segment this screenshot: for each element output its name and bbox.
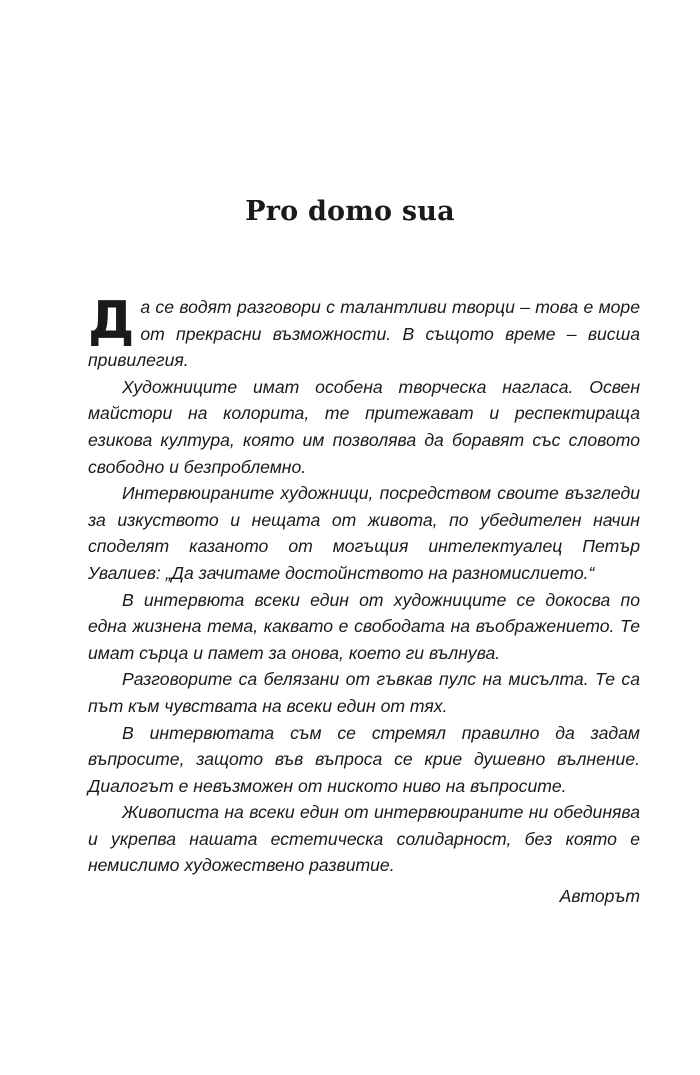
- drop-cap: Д: [88, 291, 135, 351]
- paragraph-4: В интервюта всеки един от художниците се докосва по една жизнена тема, каквато е свободата на въображението. Те имат сърца и памет за онова, което ги вълнува.: [88, 589, 640, 663]
- page-title: Pro domo sua: [245, 196, 455, 227]
- body-text: [88, 291, 640, 910]
- author-signature: Авторът: [559, 886, 640, 907]
- paragraph-3: Интервюираните художници, посредством своите възгледи за изкуството и нещата от живота, по убедителен начин споделят казаното от могъщия интелектуалец Петър Увалиев: „Да зачитаме достойнството на разномислието.“: [88, 483, 640, 583]
- paragraph-2: Художниците имат особена творческа нагласа. Освен майстори на колорита, те притежават и респектираща езикова култура, която им позволява да боравят със словото свободно и безпроблемно.: [88, 376, 640, 477]
- paragraph-6: В интервютата съм се стремял правилно да задам въпросите, защото във въпроса се крие душевно вълнение. Диалогът е невъзможен от ниското ниво на въпросите.: [88, 722, 640, 796]
- paragraph-1: [88, 291, 640, 374]
- paragraph-5: Разговорите са белязани от гъвкав пулс на мисълта. Те са път към чувствата на всеки един от тях.: [88, 669, 640, 716]
- paragraph-7: Живописта на всеки един от интервюираните ни обединява и укрепва нашата естетическа солидарност, без която е немислимо художествено развитие.: [88, 802, 640, 876]
- paragraph-1-text: а се водят разговори с талантливи творци – това е море от прекрасни възможности. В същото време – висша привилегия.: [88, 297, 640, 371]
